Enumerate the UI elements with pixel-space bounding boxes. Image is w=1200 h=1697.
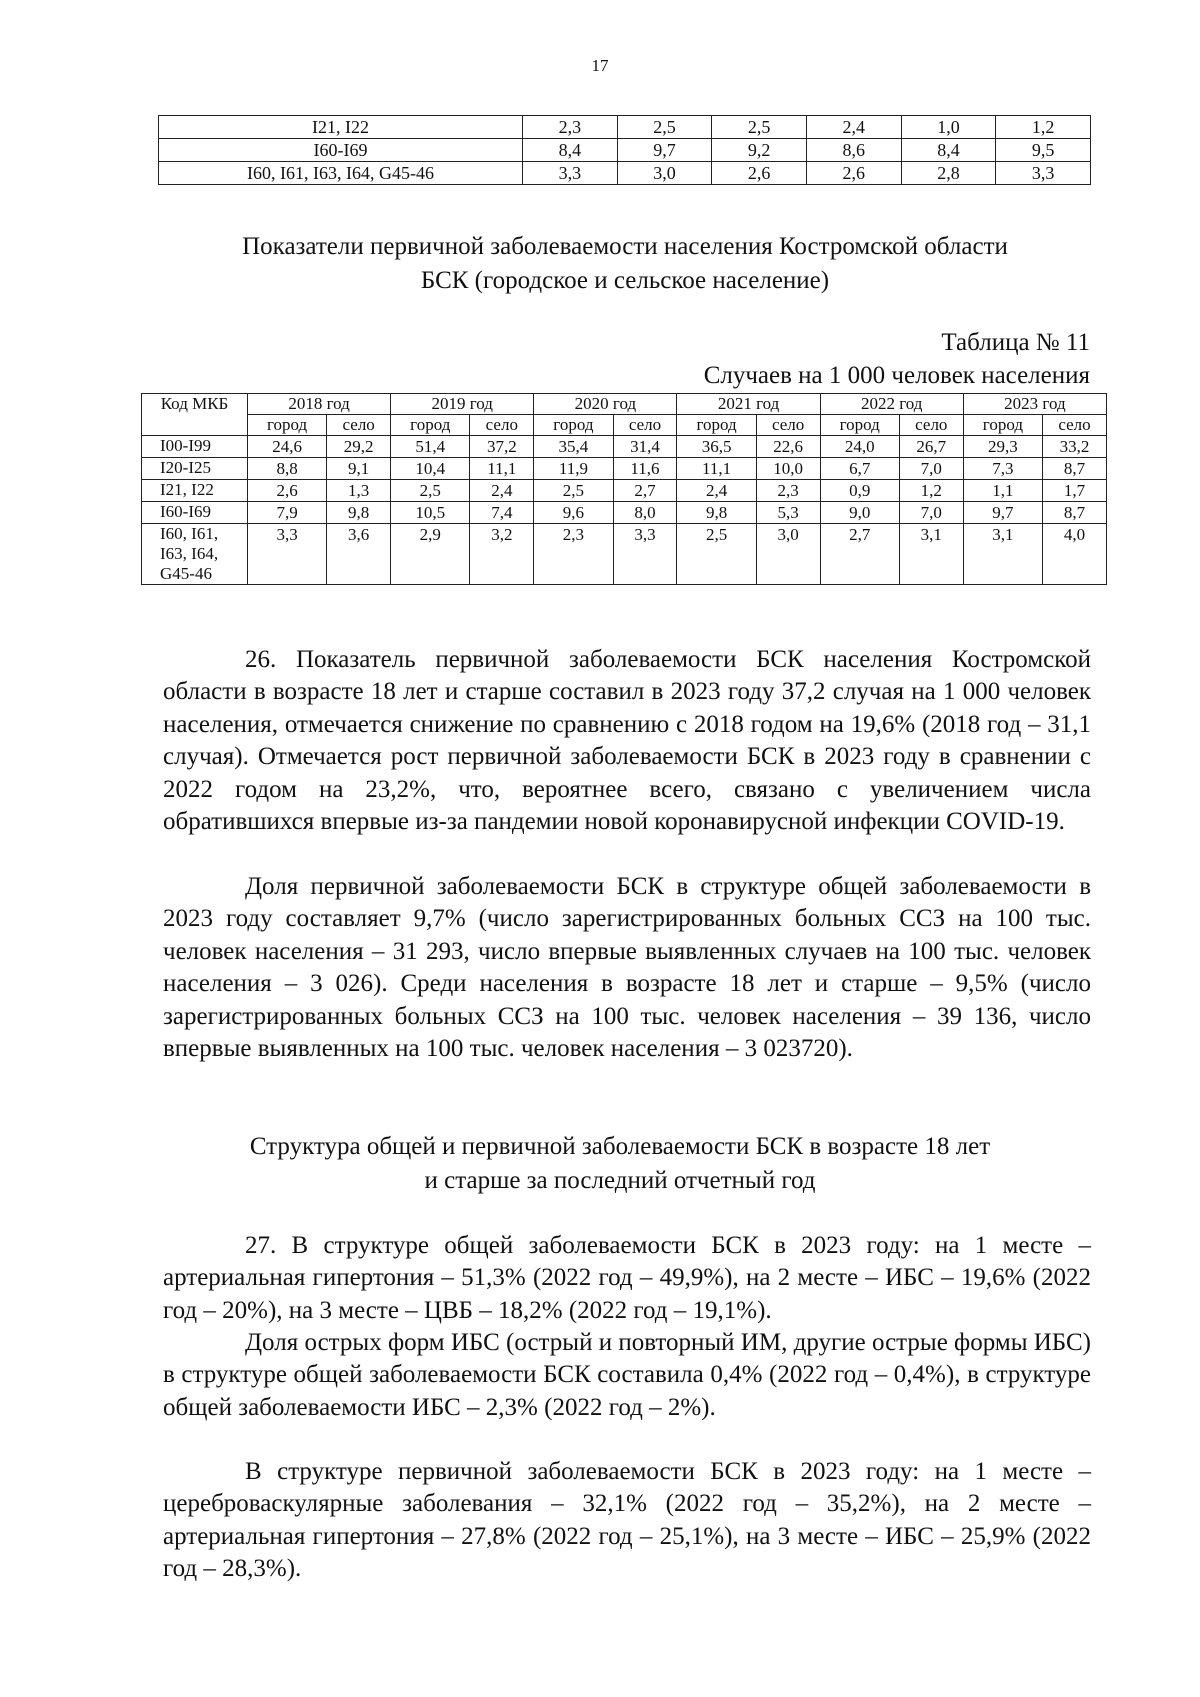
- table-cell-code: I60, I61, I63, I64, G45-46: [159, 162, 523, 185]
- table-cell-value: 9,6: [534, 502, 613, 524]
- table-cell-value: 8,4: [901, 139, 996, 162]
- table-cell-value: 9,7: [963, 502, 1042, 524]
- table-cell-value: 11,6: [613, 458, 677, 480]
- column-header-city: город: [391, 415, 470, 436]
- table-cell-value: 29,2: [327, 436, 391, 458]
- table-cell-value: 8,6: [806, 139, 901, 162]
- table-cell-value: 8,4: [523, 139, 618, 162]
- table-cell-code: I20-I25: [142, 458, 248, 480]
- table-cell-code: I21, I22: [142, 480, 248, 502]
- table-cell-value: 2,5: [391, 480, 470, 502]
- table-cell-value: 9,8: [327, 502, 391, 524]
- table-cell-value: 3,3: [613, 524, 677, 585]
- table-cell-value: 36,5: [677, 436, 756, 458]
- table-cell-value: 1,0: [901, 116, 996, 139]
- column-header-year: 2020 год: [534, 394, 677, 415]
- table-cell-value: 2,4: [470, 480, 534, 502]
- table-cell-value: 2,5: [534, 480, 613, 502]
- code-line: I60, I61,: [160, 524, 219, 543]
- paragraph-27: 27. В структуре общей заболеваемости БСК в 2023 году: на 1 месте – артериальная гипертония – 51,3% (2022 год – 49,9%), на 2 месте – ИБС – 19,6% (2022 год – 20%), на 3 месте – ЦВБ – 18,2% (2022 год – 19,1%).: [163, 1232, 1091, 1324]
- table-cell-value: 9,7: [617, 139, 712, 162]
- table-cell-value: 2,3: [756, 480, 820, 502]
- column-header-city: город: [248, 415, 327, 436]
- table-cell-value: 10,5: [391, 502, 470, 524]
- table-cell-code: I21, I22: [159, 116, 523, 139]
- table-cell-code: [142, 524, 248, 585]
- table-11: [141, 393, 1107, 585]
- table-cell-value: 3,0: [756, 524, 820, 585]
- column-header-village: село: [1042, 415, 1106, 436]
- table-row: [142, 458, 1107, 480]
- table-cell-code: I60-I69: [159, 139, 523, 162]
- table-cell-value: 9,5: [996, 139, 1091, 162]
- heading-line: БСК (городское и сельское население): [420, 267, 830, 294]
- heading-line: Структура общей и первичной заболеваемости БСК в возрасте 18 лет: [249, 1133, 991, 1160]
- table-cell-value: 8,7: [1042, 458, 1106, 480]
- table-cell-value: 9,8: [677, 502, 756, 524]
- table-cell-value: 1,2: [996, 116, 1091, 139]
- table-cell-value: 2,9: [391, 524, 470, 585]
- table-cell-value: 3,3: [248, 524, 327, 585]
- table-cell-value: 9,2: [712, 139, 807, 162]
- column-header-city: город: [534, 415, 613, 436]
- paragraph-26: 26. Показатель первичной заболеваемости БСК населения Костромской области в возрасте 18 лет и старше составил в 2023 году 37,2 случая на 1 000 человек населения, отмечается снижение по сравнению с 2018 годом на 19,6% (2018 год – 31,1 случая). Отмечается рост первичной заболеваемости БСК в 2023 году в сравнении с 2022 годом на 23,2%, что, вероятнее всего, связано с увеличением числа обратившихся впервые из-за пандемии новой коронавирусной инфекции COVID-19.: [163, 646, 1091, 836]
- table-number: Таблица № 11: [941, 329, 1090, 356]
- heading-line: и старше за последний отчетный год: [424, 1167, 816, 1194]
- table-cell-value: 2,8: [901, 162, 996, 185]
- table-cell-value: 5,3: [756, 502, 820, 524]
- column-header-city: город: [677, 415, 756, 436]
- table-cell-value: 8,8: [248, 458, 327, 480]
- column-header-village: село: [470, 415, 534, 436]
- table-cell-value: 2,6: [806, 162, 901, 185]
- paragraph-primary-share: Доля первичной заболеваемости БСК в структуре общей заболеваемости в 2023 году составляет 9,7% (число зарегистрированных больных ССЗ на 100 тыс. человек населения – 31 293, число впервые выявленных случаев на 100 тыс. человек населения – 3 026). Среди населения в возрасте 18 лет и старше – 9,5% (число зарегистрированных больных ССЗ на 100 тыс. человек населения – 39 136, число впервые выявленных на 100 тыс. человек населения – 3 023720).: [163, 873, 1091, 1063]
- table-row: [159, 162, 1091, 185]
- table-cell-value: 2,4: [806, 116, 901, 139]
- table-cell-value: 2,7: [820, 524, 899, 585]
- table-cell-value: 3,3: [523, 162, 618, 185]
- table-cell-value: 2,3: [534, 524, 613, 585]
- table-cell-value: 2,5: [617, 116, 712, 139]
- table-cell-value: 26,7: [899, 436, 963, 458]
- table-row: [159, 116, 1091, 139]
- code-line: I63, I64,: [160, 544, 219, 563]
- table-cell-value: 1,1: [963, 480, 1042, 502]
- table-cell-value: 7,3: [963, 458, 1042, 480]
- table-row: [142, 436, 1107, 458]
- table-cell-value: 24,6: [248, 436, 327, 458]
- column-header-village: село: [756, 415, 820, 436]
- paragraph-primary-structure: В структуре первичной заболеваемости БСК в 2023 году: на 1 месте – цереброваскулярные заболевания – 32,1% (2022 год – 35,2%), на 2 месте – артериальная гипертония – 27,8% (2022 год – 25,1%), на 3 месте – ИБС – 25,9% (2022 год – 28,3%).: [163, 1458, 1091, 1583]
- table-cell-value: 9,0: [820, 502, 899, 524]
- table-cell-value: 3,0: [617, 162, 712, 185]
- table-cell-value: 1,3: [327, 480, 391, 502]
- table-cell-value: 35,4: [534, 436, 613, 458]
- table-cell-value: 7,0: [899, 458, 963, 480]
- table-cell-value: 1,7: [1042, 480, 1106, 502]
- table-row: [142, 524, 1107, 585]
- column-header-city: город: [963, 415, 1042, 436]
- table-cell-value: 3,2: [470, 524, 534, 585]
- continued-table: [158, 115, 1091, 185]
- subheader-row: [142, 415, 1107, 436]
- table-cell-value: 2,6: [248, 480, 327, 502]
- column-header-city: город: [820, 415, 899, 436]
- table-cell-value: 0,9: [820, 480, 899, 502]
- table-cell-value: 2,5: [677, 524, 756, 585]
- table-cell-code: I60-I69: [142, 502, 248, 524]
- table-cell-value: 10,0: [756, 458, 820, 480]
- column-header-village: село: [613, 415, 677, 436]
- table-cell-value: 11,1: [677, 458, 756, 480]
- table-cell-value: 33,2: [1042, 436, 1106, 458]
- table-cell-value: 7,9: [248, 502, 327, 524]
- table-cell-value: 29,3: [963, 436, 1042, 458]
- table-units: Случаев на 1 000 человек населения: [703, 362, 1090, 389]
- table-cell-value: 2,6: [712, 162, 807, 185]
- table-cell-value: 3,1: [963, 524, 1042, 585]
- table-cell-value: 2,5: [712, 116, 807, 139]
- structure-heading: [0, 1130, 1200, 1198]
- table-cell-value: 11,1: [470, 458, 534, 480]
- table-cell-value: 4,0: [1042, 524, 1106, 585]
- heading-line: Показатели первичной заболеваемости населения Костромской области: [242, 233, 1008, 260]
- code-line: G45-46: [160, 564, 212, 583]
- table-cell-value: 31,4: [613, 436, 677, 458]
- table-cell-value: 3,3: [996, 162, 1091, 185]
- table-row: [142, 480, 1107, 502]
- table-cell-value: 10,4: [391, 458, 470, 480]
- table-cell-value: 22,6: [756, 436, 820, 458]
- table-cell-value: 7,0: [899, 502, 963, 524]
- table-row: [159, 139, 1091, 162]
- table-cell-value: 8,0: [613, 502, 677, 524]
- column-header-year: 2023 год: [963, 394, 1106, 415]
- table-cell-value: 11,9: [534, 458, 613, 480]
- table-cell-value: 51,4: [391, 436, 470, 458]
- table-cell-value: 2,4: [677, 480, 756, 502]
- table-cell-value: 9,1: [327, 458, 391, 480]
- table-cell-value: 6,7: [820, 458, 899, 480]
- table-cell-value: 2,7: [613, 480, 677, 502]
- table-cell-value: 3,1: [899, 524, 963, 585]
- column-header-year: 2018 год: [248, 394, 391, 415]
- column-header-year: 2022 год: [820, 394, 963, 415]
- table-cell-value: 1,2: [899, 480, 963, 502]
- table-cell-value: 2,3: [523, 116, 618, 139]
- column-header-year: 2021 год: [677, 394, 820, 415]
- column-header-village: село: [327, 415, 391, 436]
- header-row: [142, 394, 1107, 415]
- table-row: [142, 502, 1107, 524]
- table-cell-code: I00-I99: [142, 436, 248, 458]
- column-header-code: Код МКБ: [142, 394, 248, 436]
- table-cell-value: 37,2: [470, 436, 534, 458]
- paragraph-acute-forms: Доля острых форм ИБС (острый и повторный ИМ, другие острые формы ИБС) в структуре общей заболеваемости БСК составила 0,4% (2022 год – 0,4%), в структуре общей заболеваемости ИБС – 2,3% (2022 год – 2%).: [163, 1329, 1091, 1421]
- table-cell-value: 8,7: [1042, 502, 1106, 524]
- table-cell-value: 3,6: [327, 524, 391, 585]
- column-header-year: 2019 год: [391, 394, 534, 415]
- column-header-village: село: [899, 415, 963, 436]
- table-11-heading: [0, 230, 1200, 298]
- page-number: 17: [591, 56, 609, 75]
- table-cell-value: 7,4: [470, 502, 534, 524]
- table-cell-value: 24,0: [820, 436, 899, 458]
